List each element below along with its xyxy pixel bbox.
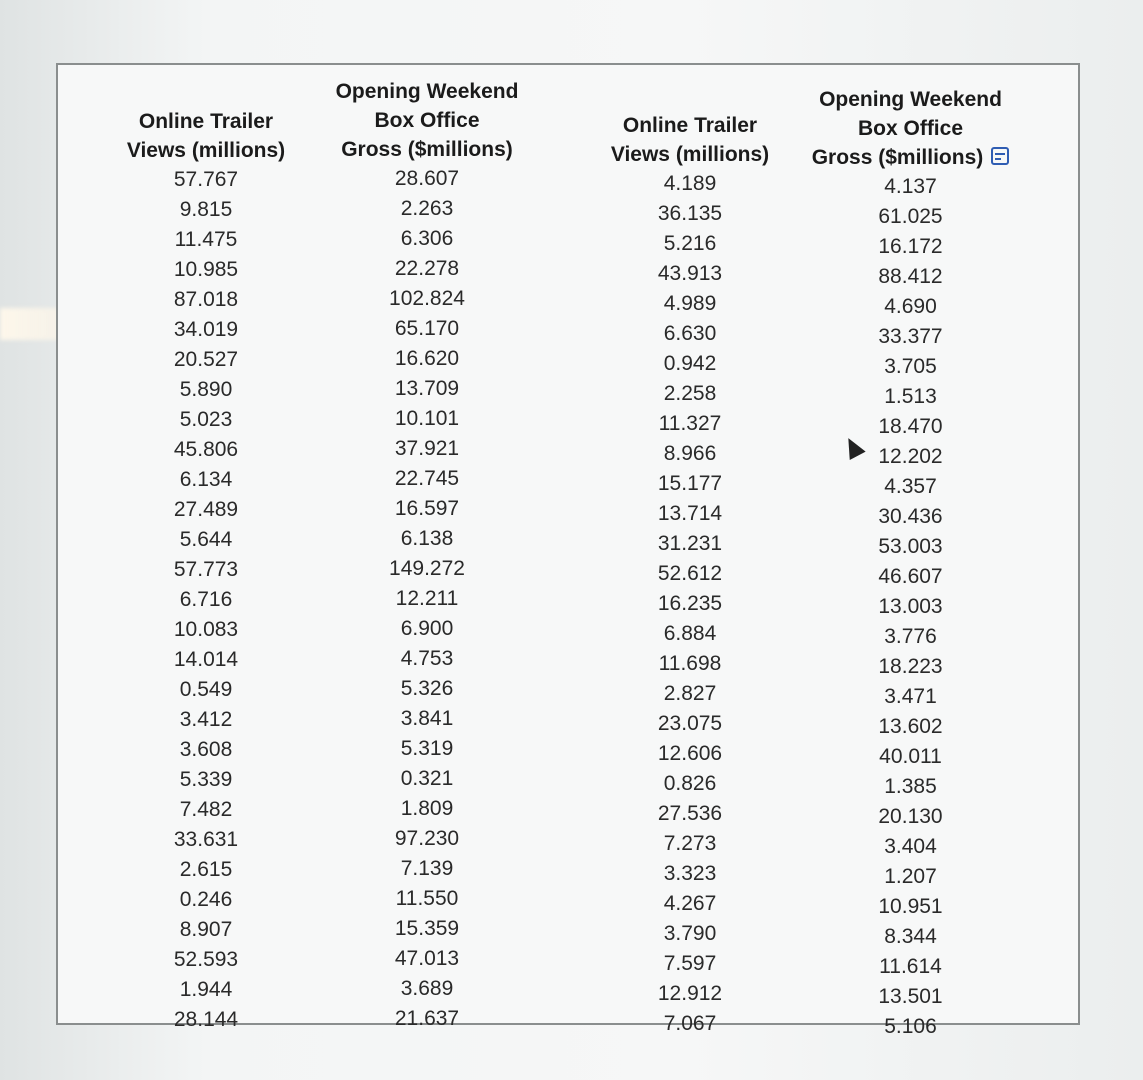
table-cell: 6.138 xyxy=(400,527,454,550)
table-cell: 13.714 xyxy=(657,502,723,525)
table-cell: 52.593 xyxy=(173,948,239,971)
table-cell: 27.536 xyxy=(657,802,723,825)
table-cell: 28.144 xyxy=(173,1008,239,1031)
table-cell: 4.137 xyxy=(884,175,937,198)
table-cell: 3.689 xyxy=(400,977,454,1000)
data-table-panel xyxy=(56,63,1080,1038)
table-cell: 3.705 xyxy=(884,355,937,378)
table-cell: 3.323 xyxy=(663,862,717,885)
table-cell: 34.019 xyxy=(173,318,239,341)
header-line: Gross ($millions) xyxy=(341,138,513,161)
table-cell: 10.951 xyxy=(878,895,943,918)
table-cell: 149.272 xyxy=(389,557,465,580)
table-cell: 0.549 xyxy=(179,678,233,701)
column-header xyxy=(322,77,532,164)
table-cell: 2.258 xyxy=(663,382,717,405)
table-cell: 5.644 xyxy=(179,528,233,551)
table-cell: 5.326 xyxy=(400,677,454,700)
table-cell: 33.377 xyxy=(878,325,943,348)
table-cell: 61.025 xyxy=(878,205,943,228)
table-cell: 57.767 xyxy=(173,168,239,191)
table-cell: 18.470 xyxy=(878,415,943,438)
table-cell: 21.637 xyxy=(394,1007,460,1030)
table-cell: 11.475 xyxy=(174,228,238,251)
table-cell: 16.172 xyxy=(878,235,943,258)
table-cell: 1.809 xyxy=(400,797,454,820)
table-cell: 0.942 xyxy=(663,352,717,375)
table-cell: 5.319 xyxy=(400,737,454,760)
header-line: Views (millions) xyxy=(610,143,770,166)
table-cell: 2.827 xyxy=(663,682,717,705)
column-header xyxy=(803,85,1018,172)
table-cell: 1.207 xyxy=(884,865,937,888)
table-cell: 4.753 xyxy=(400,647,454,670)
table-cell: 6.716 xyxy=(179,588,233,611)
table-cell: 6.134 xyxy=(179,468,233,491)
table-cell: 97.230 xyxy=(394,827,460,850)
table-cell: 6.884 xyxy=(663,622,717,645)
table-cell: 47.013 xyxy=(394,947,460,970)
table-cell: 8.907 xyxy=(179,918,233,941)
table-cell: 2.263 xyxy=(400,197,454,220)
table-cell: 20.527 xyxy=(173,348,239,371)
table-cell: 31.231 xyxy=(657,532,723,555)
table-cell: 13.501 xyxy=(878,985,943,1008)
table-cell: 88.412 xyxy=(878,265,943,288)
table-cell: 4.267 xyxy=(663,892,717,915)
table-cell: 30.436 xyxy=(878,505,943,528)
table-cell: 102.824 xyxy=(389,287,465,310)
table-column-box-office-1 xyxy=(322,77,532,1034)
table-cell: 4.989 xyxy=(663,292,717,315)
table-column-box-office-2 xyxy=(803,85,1018,1042)
header-line-text: Gross ($millions) xyxy=(811,146,984,169)
table-cell: 15.359 xyxy=(394,917,460,940)
table-cell: 6.306 xyxy=(400,227,454,250)
table-cell: 87.018 xyxy=(173,288,239,311)
table-cell: 0.321 xyxy=(400,767,454,790)
table-cell: 11.698 xyxy=(658,652,722,675)
table-cell: 12.202 xyxy=(878,445,943,468)
table-cell: 45.806 xyxy=(173,438,239,461)
table-cell: 5.216 xyxy=(663,232,717,255)
data-table-icon[interactable] xyxy=(991,147,1009,165)
column-values xyxy=(592,169,788,1039)
table-cell: 13.709 xyxy=(394,377,460,400)
table-cell: 3.841 xyxy=(400,707,454,730)
table-cell: 7.597 xyxy=(663,952,717,975)
table-cell: 8.344 xyxy=(884,925,937,948)
table-cell: 33.631 xyxy=(173,828,239,851)
table-cell: 28.607 xyxy=(394,167,460,190)
header-line: Box Office xyxy=(374,109,480,132)
table-cell: 3.471 xyxy=(884,685,937,708)
table-cell: 1.944 xyxy=(179,978,233,1001)
table-cell: 1.513 xyxy=(884,385,937,408)
table-cell: 7.482 xyxy=(179,798,233,821)
table-cell: 11.614 xyxy=(879,955,942,978)
header-line: Online Trailer xyxy=(622,114,758,137)
header-line: Opening Weekend xyxy=(335,80,519,103)
table-cell: 4.357 xyxy=(884,475,937,498)
table-cell: 40.011 xyxy=(879,745,942,768)
table-cell: 5.339 xyxy=(179,768,233,791)
table-cell: 12.606 xyxy=(657,742,723,765)
table-cell: 15.177 xyxy=(657,472,723,495)
header-line: Box Office xyxy=(857,117,964,140)
table-cell: 46.607 xyxy=(878,565,943,588)
table-cell: 2.615 xyxy=(179,858,233,881)
table-cell: 36.135 xyxy=(657,202,723,225)
table-cell: 7.067 xyxy=(663,1012,717,1035)
column-header xyxy=(106,107,306,165)
column-values xyxy=(106,165,306,1035)
table-cell: 37.921 xyxy=(394,437,460,460)
table-cell: 16.620 xyxy=(394,347,460,370)
header-line xyxy=(803,143,1018,172)
table-cell: 6.630 xyxy=(663,322,717,345)
header-line: Opening Weekend xyxy=(819,88,1002,111)
table-cell: 11.550 xyxy=(395,887,459,910)
table-cell: 20.130 xyxy=(878,805,943,828)
table-cell: 57.773 xyxy=(173,558,239,581)
table-cell: 7.273 xyxy=(663,832,717,855)
column-values xyxy=(322,164,532,1034)
table-cell: 5.106 xyxy=(884,1015,937,1038)
table-cell: 12.211 xyxy=(395,587,459,610)
table-cell: 10.083 xyxy=(173,618,239,641)
table-cell: 6.900 xyxy=(400,617,454,640)
table-cell: 8.966 xyxy=(663,442,717,465)
table-cell: 4.189 xyxy=(663,172,717,195)
table-cell: 23.075 xyxy=(657,712,723,735)
header-line: Views (millions) xyxy=(126,139,286,162)
table-cell: 3.404 xyxy=(884,835,937,858)
table-cell: 1.385 xyxy=(884,775,937,798)
table-cell: 3.412 xyxy=(179,708,233,731)
table-cell: 16.235 xyxy=(657,592,723,615)
table-cell: 52.612 xyxy=(657,562,723,585)
table-cell: 22.278 xyxy=(394,257,460,280)
table-cell: 9.815 xyxy=(179,198,233,221)
table-cell: 14.014 xyxy=(173,648,239,671)
table-column-trailer-views-2 xyxy=(592,111,788,1039)
column-values xyxy=(803,172,1018,1042)
table-cell: 13.003 xyxy=(878,595,943,618)
table-cell: 22.745 xyxy=(394,467,460,490)
table-cell: 10.985 xyxy=(173,258,239,281)
table-cell: 18.223 xyxy=(878,655,943,678)
table-cell: 12.912 xyxy=(657,982,723,1005)
table-cell: 3.608 xyxy=(179,738,233,761)
header-line: Online Trailer xyxy=(138,110,274,133)
table-cell: 7.139 xyxy=(400,857,454,880)
table-cell: 13.602 xyxy=(878,715,943,738)
table-cell: 27.489 xyxy=(173,498,239,521)
table-cell: 16.597 xyxy=(394,497,460,520)
table-cell: 5.023 xyxy=(179,408,233,431)
table-cell: 43.913 xyxy=(657,262,723,285)
table-cell: 65.170 xyxy=(394,317,460,340)
column-header xyxy=(592,111,788,169)
table-cell: 5.890 xyxy=(179,378,233,401)
table-column-trailer-views-1 xyxy=(106,107,306,1035)
table-cell: 53.003 xyxy=(878,535,943,558)
table-cell: 3.776 xyxy=(884,625,937,648)
table-cell: 10.101 xyxy=(394,407,460,430)
table-cell: 11.327 xyxy=(658,412,722,435)
table-cell: 3.790 xyxy=(663,922,717,945)
table-cell: 4.690 xyxy=(884,295,937,318)
table-cell: 0.246 xyxy=(179,888,233,911)
table-cell: 0.826 xyxy=(663,772,717,795)
